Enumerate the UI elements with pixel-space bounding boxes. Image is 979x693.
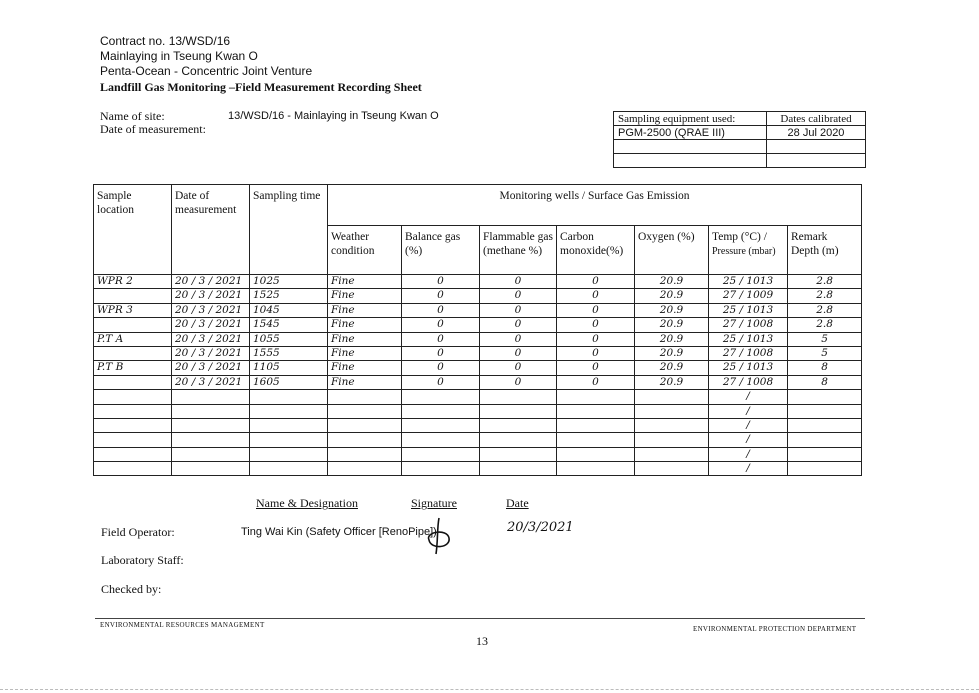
calibration-header: Dates calibrated <box>767 112 866 126</box>
equipment-name: PGM-2500 (QRAE III) <box>614 126 767 140</box>
table-row <box>94 361 862 375</box>
checked-by-label: Checked by: <box>101 582 162 596</box>
table-row <box>94 375 862 389</box>
sampling-time-header: Sampling time <box>250 185 328 275</box>
carbon-monoxide-value: 0 <box>557 361 635 375</box>
calibration-date: 28 Jul 2020 <box>767 126 866 140</box>
weather-value: Fine <box>328 346 402 360</box>
sampling-time <box>250 390 328 404</box>
table-row <box>94 275 862 289</box>
scan-edge-divider <box>0 689 979 690</box>
weather-value: Fine <box>328 289 402 303</box>
sample-location <box>94 289 172 303</box>
carbon-monoxide-value <box>557 462 635 476</box>
sample-location <box>94 390 172 404</box>
temp-pressure-value: / <box>709 447 788 461</box>
field-operator-label: Field Operator: <box>101 525 175 539</box>
oxygen-value: 20.9 <box>635 375 709 389</box>
remark-value: 2.8 <box>788 318 862 332</box>
flammable-gas-value: 0 <box>480 332 557 346</box>
balance-gas-header: Balance gas (%) <box>402 226 480 275</box>
weather-value: Fine <box>328 375 402 389</box>
carbon-monoxide-value: 0 <box>557 275 635 289</box>
balance-gas-value <box>402 390 480 404</box>
flammable-gas-value <box>480 390 557 404</box>
sample-location <box>94 418 172 432</box>
sampling-time <box>250 404 328 418</box>
sampling-time: 1525 <box>250 289 328 303</box>
weather-header: Weather condition <box>328 226 402 275</box>
remark-value: 5 <box>788 346 862 360</box>
oxygen-value: 20.9 <box>635 361 709 375</box>
sample-location <box>94 375 172 389</box>
temp-pressure-value: 27 / 1008 <box>709 318 788 332</box>
calibration-date <box>767 154 866 168</box>
balance-gas-value: 0 <box>402 289 480 303</box>
weather-value <box>328 447 402 461</box>
oxygen-value: 20.9 <box>635 332 709 346</box>
oxygen-value: 20.9 <box>635 275 709 289</box>
contractor-name: Penta-Ocean - Concentric Joint Venture <box>100 64 313 78</box>
calibration-date <box>767 140 866 154</box>
carbon-monoxide-header: Carbon monoxide(%) <box>557 226 635 275</box>
balance-gas-value: 0 <box>402 346 480 360</box>
date-heading: Date <box>506 496 529 510</box>
flammable-gas-value: 0 <box>480 361 557 375</box>
sample-location <box>94 462 172 476</box>
balance-gas-value <box>402 433 480 447</box>
temp-pressure-value: / <box>709 418 788 432</box>
flammable-gas-value <box>480 462 557 476</box>
measurement-date-label: Date of measurement: <box>100 122 206 136</box>
flammable-gas-value <box>480 433 557 447</box>
oxygen-value: 20.9 <box>635 318 709 332</box>
remark-value: 5 <box>788 332 862 346</box>
depth-header: Depth (m) <box>791 245 839 257</box>
temp-pressure-value: / <box>709 462 788 476</box>
site-name-value: 13/WSD/16 - Mainlaying in Tseung Kwan O <box>228 110 439 122</box>
flammable-gas-value: 0 <box>480 275 557 289</box>
carbon-monoxide-value: 0 <box>557 289 635 303</box>
measurement-date <box>172 447 250 461</box>
measurement-date: 20 / 3 / 2021 <box>172 289 250 303</box>
temp-pressure-header <box>709 226 788 275</box>
oxygen-value <box>635 462 709 476</box>
carbon-monoxide-value: 0 <box>557 332 635 346</box>
oxygen-value: 20.9 <box>635 346 709 360</box>
measurement-date: 20 / 3 / 2021 <box>172 275 250 289</box>
sample-location <box>94 433 172 447</box>
equipment-row <box>614 140 866 154</box>
sample-location <box>94 447 172 461</box>
remark-value: 8 <box>788 361 862 375</box>
field-operator-name: Ting Wai Kin (Safety Officer [RenoPipe]) <box>241 526 437 538</box>
flammable-gas-value: 0 <box>480 346 557 360</box>
carbon-monoxide-value <box>557 433 635 447</box>
weather-value: Fine <box>328 361 402 375</box>
sample-location: P.T B <box>94 361 172 375</box>
carbon-monoxide-value: 0 <box>557 346 635 360</box>
temp-pressure-value: 27 / 1008 <box>709 375 788 389</box>
remark-value <box>788 447 862 461</box>
temp-header: Temp (°C) / <box>712 231 767 243</box>
carbon-monoxide-value <box>557 418 635 432</box>
table-row <box>94 462 862 476</box>
table-row <box>94 346 862 360</box>
remark-value <box>788 418 862 432</box>
temp-pressure-value: / <box>709 390 788 404</box>
measurement-date <box>172 433 250 447</box>
table-row <box>94 289 862 303</box>
contract-number: Contract no. 13/WSD/16 <box>100 34 231 48</box>
carbon-monoxide-value <box>557 404 635 418</box>
balance-gas-value: 0 <box>402 375 480 389</box>
pressure-header: Pressure (mbar) <box>712 246 776 257</box>
site-name-label: Name of site: <box>100 109 165 123</box>
measurement-date-header: Date of measurement <box>172 185 250 275</box>
temp-pressure-value: / <box>709 404 788 418</box>
balance-gas-value <box>402 462 480 476</box>
oxygen-value <box>635 433 709 447</box>
flammable-gas-value: 0 <box>480 375 557 389</box>
signature-heading: Signature <box>411 496 457 510</box>
table-row <box>94 390 862 404</box>
sampling-time: 1045 <box>250 303 328 317</box>
measurement-date <box>172 390 250 404</box>
header-row-1 <box>94 185 862 226</box>
balance-gas-value: 0 <box>402 275 480 289</box>
measurement-date <box>172 462 250 476</box>
sampling-time: 1555 <box>250 346 328 360</box>
footer-left: ENVIRONMENTAL RESOURCES MANAGEMENT <box>100 621 265 629</box>
flammable-gas-value: 0 <box>480 289 557 303</box>
oxygen-value: 20.9 <box>635 303 709 317</box>
sampling-time: 1545 <box>250 318 328 332</box>
footer-divider <box>95 618 865 619</box>
balance-gas-value: 0 <box>402 361 480 375</box>
balance-gas-value <box>402 418 480 432</box>
remark-value: 2.8 <box>788 303 862 317</box>
table-row <box>94 447 862 461</box>
temp-pressure-value: / <box>709 433 788 447</box>
equipment-header: Sampling equipment used: <box>614 112 767 126</box>
flammable-gas-header: Flammable gas (methane %) <box>480 226 557 275</box>
laboratory-staff-label: Laboratory Staff: <box>101 553 184 567</box>
project-name: Mainlaying in Tseung Kwan O <box>100 49 258 63</box>
equipment-row <box>614 154 866 168</box>
sample-location-header: Sample location <box>94 185 172 275</box>
balance-gas-value <box>402 447 480 461</box>
oxygen-header: Oxygen (%) <box>635 226 709 275</box>
footer-right: ENVIRONMENTAL PROTECTION DEPARTMENT <box>693 625 857 633</box>
name-designation-heading: Name & Designation <box>256 496 358 510</box>
table-row <box>94 303 862 317</box>
measurement-date <box>172 404 250 418</box>
remark-depth-header <box>788 226 862 275</box>
remark-value: 8 <box>788 375 862 389</box>
page-number: 13 <box>476 634 488 648</box>
equipment-header-row <box>614 112 866 126</box>
remark-value <box>788 404 862 418</box>
measurement-date: 20 / 3 / 2021 <box>172 318 250 332</box>
weather-value <box>328 390 402 404</box>
weather-value <box>328 462 402 476</box>
table-row <box>94 332 862 346</box>
flammable-gas-value: 0 <box>480 318 557 332</box>
flammable-gas-value: 0 <box>480 303 557 317</box>
temp-pressure-value: 25 / 1013 <box>709 275 788 289</box>
remark-value <box>788 433 862 447</box>
carbon-monoxide-value: 0 <box>557 303 635 317</box>
balance-gas-value: 0 <box>402 303 480 317</box>
remark-header: Remark <box>791 231 828 243</box>
equipment-row <box>614 126 866 140</box>
weather-value <box>328 418 402 432</box>
field-operator-date: 20/3/2021 <box>507 520 574 535</box>
sample-location: WPR 3 <box>94 303 172 317</box>
sample-location <box>94 346 172 360</box>
equipment-name <box>614 140 767 154</box>
temp-pressure-value: 27 / 1008 <box>709 346 788 360</box>
weather-value: Fine <box>328 318 402 332</box>
balance-gas-value: 0 <box>402 318 480 332</box>
temp-pressure-value: 25 / 1013 <box>709 303 788 317</box>
carbon-monoxide-value <box>557 447 635 461</box>
oxygen-value <box>635 418 709 432</box>
flammable-gas-value <box>480 447 557 461</box>
remark-value <box>788 390 862 404</box>
table-row <box>94 433 862 447</box>
measurement-date: 20 / 3 / 2021 <box>172 303 250 317</box>
oxygen-value <box>635 404 709 418</box>
measurement-table <box>93 184 862 476</box>
monitoring-group-header: Monitoring wells / Surface Gas Emission <box>328 185 862 226</box>
sampling-time <box>250 462 328 476</box>
weather-value <box>328 433 402 447</box>
weather-value: Fine <box>328 332 402 346</box>
weather-value <box>328 404 402 418</box>
sampling-time: 1025 <box>250 275 328 289</box>
sampling-time <box>250 447 328 461</box>
table-row <box>94 318 862 332</box>
sample-location: P.T A <box>94 332 172 346</box>
flammable-gas-value <box>480 418 557 432</box>
weather-value: Fine <box>328 275 402 289</box>
sampling-time: 1105 <box>250 361 328 375</box>
sample-location: WPR 2 <box>94 275 172 289</box>
carbon-monoxide-value: 0 <box>557 375 635 389</box>
table-row <box>94 418 862 432</box>
sampling-time <box>250 433 328 447</box>
table-body <box>94 275 862 476</box>
remark-value: 2.8 <box>788 289 862 303</box>
sample-location <box>94 318 172 332</box>
temp-pressure-value: 25 / 1013 <box>709 361 788 375</box>
sampling-time: 1605 <box>250 375 328 389</box>
measurement-date: 20 / 3 / 2021 <box>172 375 250 389</box>
balance-gas-value <box>402 404 480 418</box>
measurement-date: 20 / 3 / 2021 <box>172 361 250 375</box>
temp-pressure-value: 27 / 1009 <box>709 289 788 303</box>
temp-pressure-value: 25 / 1013 <box>709 332 788 346</box>
measurement-date <box>172 418 250 432</box>
remark-value: 2.8 <box>788 275 862 289</box>
sample-location <box>94 404 172 418</box>
sampling-time <box>250 418 328 432</box>
flammable-gas-value <box>480 404 557 418</box>
oxygen-value <box>635 447 709 461</box>
carbon-monoxide-value <box>557 390 635 404</box>
sheet-title: Landfill Gas Monitoring –Field Measurement Recording Sheet <box>100 80 422 94</box>
remark-value <box>788 462 862 476</box>
equipment-table <box>613 111 866 168</box>
oxygen-value <box>635 390 709 404</box>
signature-scribble-icon <box>423 516 455 556</box>
weather-value: Fine <box>328 303 402 317</box>
table-row <box>94 404 862 418</box>
measurement-date: 20 / 3 / 2021 <box>172 332 250 346</box>
balance-gas-value: 0 <box>402 332 480 346</box>
measurement-date: 20 / 3 / 2021 <box>172 346 250 360</box>
oxygen-value: 20.9 <box>635 289 709 303</box>
carbon-monoxide-value: 0 <box>557 318 635 332</box>
equipment-name <box>614 154 767 168</box>
sampling-time: 1055 <box>250 332 328 346</box>
